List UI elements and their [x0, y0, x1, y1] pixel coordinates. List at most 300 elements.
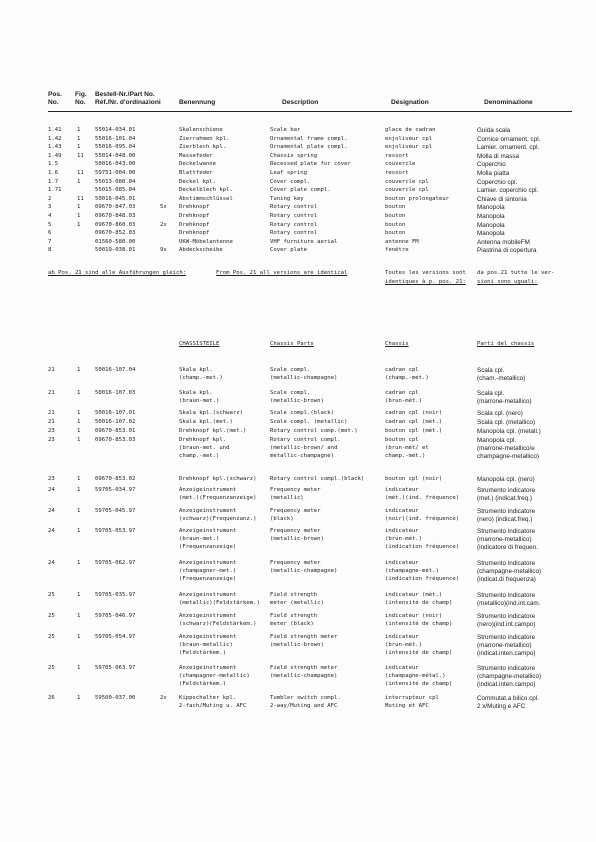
- designation-cell: (brun-mét/ et: [385, 444, 429, 451]
- description-cell: Rotary control: [270, 204, 318, 211]
- description-cell: VHF furniture aerial: [270, 238, 338, 245]
- description-cell: Ornamental plate compl.: [270, 144, 348, 151]
- order-no-cell: 59705-063.97: [95, 665, 136, 671]
- denominazione-cell: Manopola: [477, 213, 505, 220]
- order-no-cell: 59705-035.97: [95, 592, 136, 598]
- order-no-cell: 55016-095.04: [95, 144, 136, 151]
- pos-cell: 24: [48, 560, 55, 566]
- description-cell: Frequency meter: [270, 508, 321, 514]
- benennung-cell: (champ.-met.): [179, 374, 223, 381]
- qty-cell: 2x: [160, 221, 167, 228]
- benennung-cell: Skala kpl.: [179, 367, 213, 373]
- denominazione-cell: Strumento indicatore: [477, 560, 536, 567]
- fig-cell: 1: [77, 437, 81, 443]
- designation-cell: indicateur: [385, 487, 419, 493]
- order-no-cell: 01560-580.00: [95, 238, 136, 245]
- denominazione-cell: Molla di massa: [477, 152, 519, 160]
- header-pos-label: Pos.: [48, 91, 62, 98]
- description-cell: Chassis spring: [270, 152, 318, 159]
- denominazione-cell: Commutat.a bilico cpl.: [477, 695, 539, 702]
- denominazione-cell: Scala cpl. (nero): [477, 410, 523, 417]
- note-fr: Toutes les versions sont: [385, 270, 466, 276]
- benennung-cell: (Feldstärkem.): [179, 680, 227, 687]
- pos-cell: 21: [48, 410, 55, 416]
- denominazione-cell: Strumento indicatore: [477, 592, 536, 599]
- denominazione-cell: (marrone-metallico): [477, 535, 532, 543]
- benennung-cell: Anzeigeinstrument: [179, 613, 237, 619]
- fig-cell: 11: [77, 170, 84, 176]
- pos-cell: 6: [48, 230, 52, 237]
- note-de: ab Pos. 21 sind alle Ausführungen gleich:: [48, 270, 187, 276]
- designation-cell: bouton: [385, 213, 406, 219]
- pos-cell: 1.49: [48, 152, 62, 159]
- benennung-cell: Abstimmschlüssel: [179, 195, 233, 202]
- order-no-cell: 09670-847.03: [95, 204, 136, 211]
- designation-cell: cadran cpl: [385, 390, 419, 396]
- designation-cell: (brun-mét.): [385, 535, 423, 542]
- benennung-cell: (champagner-metallic): [179, 672, 250, 679]
- pos-cell: 1.42: [48, 135, 62, 142]
- denominazione-cell: Strumento indicatore: [477, 487, 536, 494]
- denominazione-cell: (indicat.di frequenza): [477, 575, 536, 583]
- benennung-cell: (braun-metallic): [179, 641, 233, 648]
- pos-cell: 1.71: [48, 187, 62, 194]
- description-cell: Rotary control compl.(black): [270, 476, 365, 482]
- description-cell: Rotary control compl.: [270, 437, 341, 443]
- description-cell: (metallic-brown): [270, 641, 324, 648]
- denominazione-cell: Manopola: [477, 204, 505, 212]
- benennung-cell: Skalenschiene: [179, 127, 223, 133]
- description-cell: Leaf spring: [270, 170, 308, 176]
- note-it: da pos.21 tutte le ver-: [477, 270, 555, 276]
- denominazione-cell: Strumento indicatore: [477, 508, 536, 515]
- order-no-cell: 55013-080.04: [95, 178, 136, 185]
- description-cell: Scale compl.(black): [270, 410, 334, 416]
- description-cell: (metallic-brown/ and: [270, 444, 338, 451]
- pos-cell: 21: [48, 390, 55, 396]
- fig-cell: 11: [77, 152, 84, 159]
- designation-cell: bouton: [385, 230, 406, 237]
- description-cell: Scale compl. (metallic): [270, 419, 348, 425]
- denominazione-cell: Strumento indicatore: [477, 634, 536, 641]
- denominazione-cell: Antenna mobileFM: [477, 238, 530, 246]
- designation-cell: cadran cpl (mét.): [385, 419, 443, 425]
- pos-cell: 2: [48, 195, 52, 202]
- benennung-cell: (schwarz)(Frequenzanz.): [179, 515, 257, 522]
- denominazione-cell: Chiave di sintonia: [477, 195, 527, 203]
- description-cell: Rotary control: [270, 230, 318, 237]
- denominazione-cell: Strumento indicatore: [477, 528, 536, 535]
- description-cell: Ornamental frame compl.: [270, 135, 348, 142]
- benennung-cell: Anzeigeinstrument: [179, 528, 237, 534]
- description-cell: Frequency meter: [270, 487, 321, 493]
- order-no-cell: 09670-853.02: [95, 476, 136, 482]
- fig-cell: 1: [77, 695, 81, 701]
- order-no-cell: 09670-848.03: [95, 213, 136, 219]
- benennung-cell: (schwarz)(Feldstärkem.): [179, 620, 257, 627]
- designation-cell: indicateur (noir): [385, 613, 443, 619]
- fig-cell: 1: [77, 487, 81, 493]
- pos-cell: 3: [48, 204, 52, 211]
- benennung-cell: (Frequenzanzeige): [179, 575, 237, 582]
- benennung-cell: (Feldstärkem.): [179, 649, 227, 656]
- fig-cell: 1: [77, 144, 81, 151]
- benennung-cell: Anzeigeinstrument: [179, 592, 237, 598]
- description-cell: 2-way/Muting and AFC: [270, 702, 338, 709]
- description-cell: (metallic-champagne): [270, 672, 338, 679]
- header-rule: [48, 111, 572, 112]
- fig-cell: 1: [77, 476, 81, 482]
- benennung-cell: champ.-met.): [179, 452, 220, 459]
- designation-cell: (intensité de champ): [385, 680, 453, 687]
- denominazione-cell: (champagne-metallico): [477, 672, 542, 680]
- order-no-cell: 09670-852.03: [95, 230, 136, 237]
- designation-cell: interrupteur cpl: [385, 695, 439, 701]
- header-order-label: Bestell-Nr./Part No.: [95, 91, 155, 98]
- description-cell: meter (metallic): [270, 599, 324, 606]
- pos-cell: 23: [48, 428, 55, 434]
- designation-cell: indicateur: [385, 508, 419, 514]
- description-cell: Scale bar: [270, 127, 301, 133]
- designation-cell: enjoliveur cpl: [385, 135, 433, 142]
- denominazione-cell: Molla piatta: [477, 170, 510, 177]
- benennung-cell: (met.)(Frequenzanzeige): [179, 494, 257, 501]
- designation-cell: enjoliveur cpl: [385, 144, 433, 151]
- pos-cell: 25: [48, 613, 55, 619]
- order-no-cell: 50016-107.03: [95, 390, 136, 396]
- denominazione-cell: (indicat.inten.campo): [477, 680, 536, 688]
- pos-cell: 25: [48, 665, 55, 671]
- description-cell: Rotary control comp.(met.): [270, 428, 358, 434]
- fig-cell: 1: [77, 221, 81, 228]
- designation-cell: (noir)(ind. fréquence): [385, 515, 460, 522]
- benennung-cell: Zierblech kpl.: [179, 144, 227, 151]
- designation-cell: (intensité de champ): [385, 599, 453, 606]
- pos-cell: 21: [48, 367, 55, 373]
- benennung-cell: Anzeigeinstrument: [179, 560, 237, 566]
- designation-cell: couvercle cpl: [385, 187, 429, 194]
- benennung-cell: Deckelblech kpl.: [179, 187, 233, 194]
- benennung-cell: Anzeigeinstrument: [179, 665, 237, 671]
- benennung-cell: (braun-met. und: [179, 444, 230, 451]
- fig-cell: 1: [77, 428, 81, 434]
- denominazione-cell: Manopola: [477, 230, 505, 238]
- denominazione-cell: Lamier. ornament. cpl.: [477, 144, 540, 152]
- denominazione-cell: (met.) (indicat.freq.): [477, 494, 532, 502]
- fig-cell: 1: [77, 665, 81, 671]
- header-pos-label: No.: [48, 99, 59, 106]
- description-cell: Tuning key: [270, 195, 304, 202]
- order-no-cell: 59705-045.97: [95, 508, 136, 514]
- designation-cell: bouton: [385, 221, 406, 228]
- description-cell: Field strength: [270, 592, 318, 598]
- qty-cell: 2x: [160, 695, 167, 701]
- pos-cell: 5: [48, 221, 52, 228]
- denominazione-cell: (indicatore di frequen.: [477, 543, 538, 551]
- pos-cell: 24: [48, 508, 55, 514]
- fig-cell: 1: [77, 419, 81, 425]
- fig-cell: 1: [77, 634, 81, 640]
- pos-cell: 24: [48, 487, 55, 493]
- order-no-cell: 50016-107.02: [95, 419, 136, 425]
- section-parti: Parti del chassis: [477, 341, 535, 347]
- order-no-cell: 50016-107.01: [95, 410, 136, 416]
- fig-cell: 1: [77, 367, 81, 373]
- designation-cell: bouton cpl (mét.): [385, 428, 443, 434]
- fig-cell: 1: [77, 127, 81, 133]
- note-fr: identiques à p. pos. 21:: [385, 279, 466, 285]
- pos-cell: 8: [48, 247, 52, 254]
- denominazione-cell: Strumento indicatore: [477, 613, 536, 620]
- section-chassis-parts: Chassis Parts: [270, 341, 314, 347]
- benennung-cell: Drehknopf: [179, 230, 210, 237]
- benennung-cell: Skala kpl.(schwarz): [179, 410, 243, 416]
- designation-cell: (brun-mét.): [385, 397, 423, 404]
- designation-cell: antenne FM: [385, 238, 419, 245]
- qty-cell: 5x: [160, 204, 167, 211]
- description-cell: (metallic-champagne): [270, 374, 338, 381]
- denominazione-cell: (nero)(ind.int.campo): [477, 620, 536, 628]
- description-cell: Tumbler switch compl.: [270, 695, 341, 701]
- order-no-cell: 50016-043.00: [95, 161, 136, 168]
- order-no-cell: 50016-045.01: [95, 195, 136, 202]
- denominazione-cell: Coperchio cpl.: [477, 178, 518, 186]
- header-denominazione: Denominazione: [484, 99, 533, 106]
- designation-cell: cadran cpl: [385, 367, 419, 373]
- section-chassisteile: CHASSISTEILE: [179, 341, 220, 347]
- benennung-cell: Blattfeder: [179, 170, 213, 176]
- description-cell: Frequency meter: [270, 560, 321, 566]
- pos-cell: 1.7: [48, 178, 59, 185]
- order-no-cell: 55015-085.04: [95, 187, 136, 194]
- benennung-cell: Deckel kpl.: [179, 178, 217, 185]
- designation-cell: glace de cadran: [385, 127, 436, 133]
- order-no-cell: 59500-037.00: [95, 695, 136, 701]
- denominazione-cell: Piastrina di copertura: [477, 247, 537, 255]
- designation-cell: ressort: [385, 152, 409, 159]
- designation-cell: fenêtre: [385, 247, 409, 254]
- designation-cell: indicateur: [385, 528, 419, 534]
- benennung-cell: Abdeckscheibe: [179, 247, 223, 254]
- denominazione-cell: (marrone-metallico): [477, 397, 532, 405]
- fig-cell: 1: [77, 213, 81, 219]
- order-no-cell: 55014-048.00: [95, 152, 136, 159]
- designation-cell: (brun-mét.): [385, 641, 423, 648]
- designation-cell: bouton prolongateur: [385, 195, 449, 202]
- note-it: sioni sono uguali:: [477, 279, 538, 285]
- benennung-cell: Skala kpl.: [179, 390, 213, 396]
- denominazione-cell: (marrone-metallico/e: [477, 444, 535, 452]
- pos-cell: 26: [48, 695, 55, 701]
- order-no-cell: 09670-853.01: [95, 428, 136, 434]
- fig-cell: 1: [77, 592, 81, 598]
- header-designation: Désignation: [391, 99, 429, 106]
- designation-cell: (indication fréquence): [385, 543, 460, 550]
- denominazione-cell: (metallico)(ind.int.cam.: [477, 599, 541, 607]
- description-cell: Scale compl.: [270, 367, 311, 373]
- description-cell: (metallic-champagne): [270, 567, 338, 574]
- designation-cell: (indication fréquence): [385, 575, 460, 582]
- pos-cell: 23: [48, 437, 55, 443]
- denominazione-cell: (champagne-metallico): [477, 567, 542, 575]
- fig-cell: 1: [77, 560, 81, 566]
- pos-cell: 1.6: [48, 170, 59, 176]
- order-no-cell: 55016-101.04: [95, 135, 136, 142]
- denominazione-cell: Scala cpl. (metallico): [477, 419, 536, 426]
- note-en: From Pos. 21 all versions are identical: [216, 270, 348, 276]
- order-no-cell: 59705-034.97: [95, 487, 136, 493]
- description-cell: Rotary control: [270, 221, 318, 228]
- pos-cell: 1.41: [48, 127, 62, 133]
- benennung-cell: Zierrahmen kpl.: [179, 135, 230, 142]
- fig-cell: 1: [77, 613, 81, 619]
- description-cell: Frequency meter: [270, 528, 321, 534]
- pos-cell: 1.43: [48, 144, 62, 151]
- benennung-cell: Deckelwanne: [179, 161, 217, 168]
- benennung-cell: (champagner-met.): [179, 567, 237, 574]
- benennung-cell: Anzeigeinstrument: [179, 487, 237, 493]
- description-cell: Cover plate: [270, 247, 308, 254]
- fig-cell: 1: [77, 178, 81, 185]
- description-cell: Field strength: [270, 613, 318, 619]
- benennung-cell: (Frequenzanzeige): [179, 543, 237, 550]
- order-no-cell: 50019-038.01: [95, 247, 136, 254]
- fig-cell: 1: [77, 410, 81, 416]
- denominazione-cell: Scala cpl.: [477, 367, 505, 374]
- designation-cell: (intensité de champ): [385, 649, 453, 656]
- benennung-cell: Kippschalter kpl.: [179, 695, 237, 701]
- description-cell: Scale compl.: [270, 390, 311, 396]
- order-no-cell: 55014-034.01: [95, 127, 136, 133]
- order-no-cell: 59705-053.97: [95, 528, 136, 534]
- denominazione-cell: champagne-metallico): [477, 452, 539, 460]
- benennung-cell: Drehknopf kpl.(schwarz): [179, 476, 257, 482]
- denominazione-cell: Lamier. coperchio cpl.: [477, 187, 539, 195]
- description-cell: metallic-champagne): [270, 452, 334, 459]
- header-benennung: Benennung: [179, 99, 216, 106]
- denominazione-cell: Manopola cpl. (nero): [477, 476, 535, 483]
- benennung-cell: (braun-met.): [179, 535, 220, 542]
- designation-cell: champ.-mét.): [385, 452, 426, 459]
- denominazione-cell: (indicat.inten.campo): [477, 649, 536, 657]
- order-no-cell: 09670-853.03: [95, 437, 136, 443]
- designation-cell: indicateur: [385, 634, 419, 640]
- description-cell: Cover plate compl.: [270, 187, 331, 194]
- designation-cell: (intensité de champ): [385, 620, 453, 627]
- designation-cell: cadran cpl (noir): [385, 410, 443, 416]
- pos-cell: 21: [48, 419, 55, 425]
- header-fig-label: No.: [75, 99, 86, 106]
- denominazione-cell: Cornice ornament. cpl.: [477, 135, 541, 143]
- benennung-cell: Drehknopf kpl.: [179, 437, 227, 443]
- denominazione-cell: (cham.-metallico): [477, 374, 526, 382]
- designation-cell: indicateur (mét.): [385, 592, 443, 598]
- benennung-cell: 2-fach/Muting u. AFC: [179, 702, 247, 709]
- order-no-cell: 59705-054.97: [95, 634, 136, 640]
- designation-cell: (champagne-mét.): [385, 567, 439, 574]
- pos-cell: 7: [48, 238, 52, 245]
- fig-cell: 11: [77, 195, 84, 202]
- designation-cell: couvercle: [385, 161, 416, 168]
- order-no-cell: 59705-046.97: [95, 613, 136, 619]
- benennung-cell: Anzeigeinstrument: [179, 634, 237, 640]
- header-description: Description: [282, 99, 319, 106]
- denominazione-cell: (marrone-metallico): [477, 641, 532, 649]
- benennung-cell: Skala kpl.(met.): [179, 419, 233, 425]
- designation-cell: ressort: [385, 170, 409, 176]
- qty-cell: 9x: [160, 247, 167, 254]
- benennung-cell: Drehknopf: [179, 221, 210, 228]
- designation-cell: (champ.-mét.): [385, 374, 429, 381]
- order-no-cell: 09670-860.03: [95, 221, 136, 228]
- pos-cell: 23: [48, 476, 55, 482]
- benennung-cell: Drehknopf kpl.(met.): [179, 428, 247, 434]
- fig-cell: 1: [77, 508, 81, 514]
- header-order-label: Réf./Nr. d'ordinazioni: [95, 99, 161, 106]
- pos-cell: 4: [48, 213, 52, 219]
- description-cell: Field strength meter: [270, 634, 338, 640]
- denominazione-cell: (nero) (indicat.freq.): [477, 515, 533, 523]
- designation-cell: indicateur: [385, 665, 419, 671]
- description-cell: (metallic): [270, 494, 304, 501]
- denominazione-cell: Scala cpl.: [477, 390, 505, 397]
- fig-cell: 1: [77, 390, 81, 396]
- pos-cell: 1.5: [48, 161, 59, 168]
- designation-cell: bouton cpl: [385, 437, 419, 443]
- benennung-cell: (braun-met.): [179, 397, 220, 404]
- fig-cell: 1: [77, 204, 81, 211]
- description-cell: (metallic-brown): [270, 397, 324, 404]
- benennung-cell: UKW-Möbelantenne: [179, 238, 233, 245]
- designation-cell: (mét.)(ind. fréquence): [385, 494, 460, 501]
- denominazione-cell: Manopola cpl.: [477, 437, 517, 444]
- description-cell: (black): [270, 515, 294, 522]
- description-cell: Cover compl.: [270, 178, 311, 185]
- benennung-cell: Massefeder: [179, 152, 213, 159]
- benennung-cell: Anzeigeinstrument: [179, 508, 237, 514]
- description-cell: meter (black): [270, 620, 314, 627]
- designation-cell: Muting et AFC: [385, 702, 429, 709]
- designation-cell: bouton cpl (noir): [385, 476, 443, 482]
- description-cell: Rotary control: [270, 213, 318, 219]
- header-fig-label: Fig.: [75, 91, 87, 98]
- benennung-cell: Drehknopf: [179, 204, 210, 211]
- designation-cell: indicateur: [385, 560, 419, 566]
- denominazione-cell: 2 x/Muting e AFC: [477, 702, 526, 710]
- denominazione-cell: Coperchio: [477, 161, 506, 169]
- denominazione-cell: Manopola cpl. (metall.): [477, 428, 541, 435]
- description-cell: Field strength meter: [270, 665, 338, 671]
- denominazione-cell: Manopola: [477, 221, 505, 229]
- denominazione-cell: Guida scala: [477, 127, 511, 134]
- pos-cell: 24: [48, 528, 55, 534]
- fig-cell: 1: [77, 528, 81, 534]
- description-cell: Recessed plate for cover: [270, 161, 351, 168]
- description-cell: (metallic-brown): [270, 535, 324, 542]
- pos-cell: 25: [48, 592, 55, 598]
- section-chassis: Chassis: [385, 341, 409, 347]
- order-no-cell: 59705-062.97: [95, 560, 136, 566]
- benennung-cell: (metallic)(Feldstärkem.): [179, 599, 260, 606]
- designation-cell: couvercle cpl: [385, 178, 429, 185]
- designation-cell: (champagne-métal.): [385, 672, 446, 679]
- benennung-cell: Drehknopf: [179, 213, 210, 219]
- fig-cell: 1: [77, 135, 81, 142]
- order-no-cell: 59751-004.00: [95, 170, 136, 176]
- designation-cell: bouton: [385, 204, 406, 211]
- denominazione-cell: Strumento indicatore: [477, 665, 536, 672]
- order-no-cell: 50016-107.04: [95, 367, 136, 373]
